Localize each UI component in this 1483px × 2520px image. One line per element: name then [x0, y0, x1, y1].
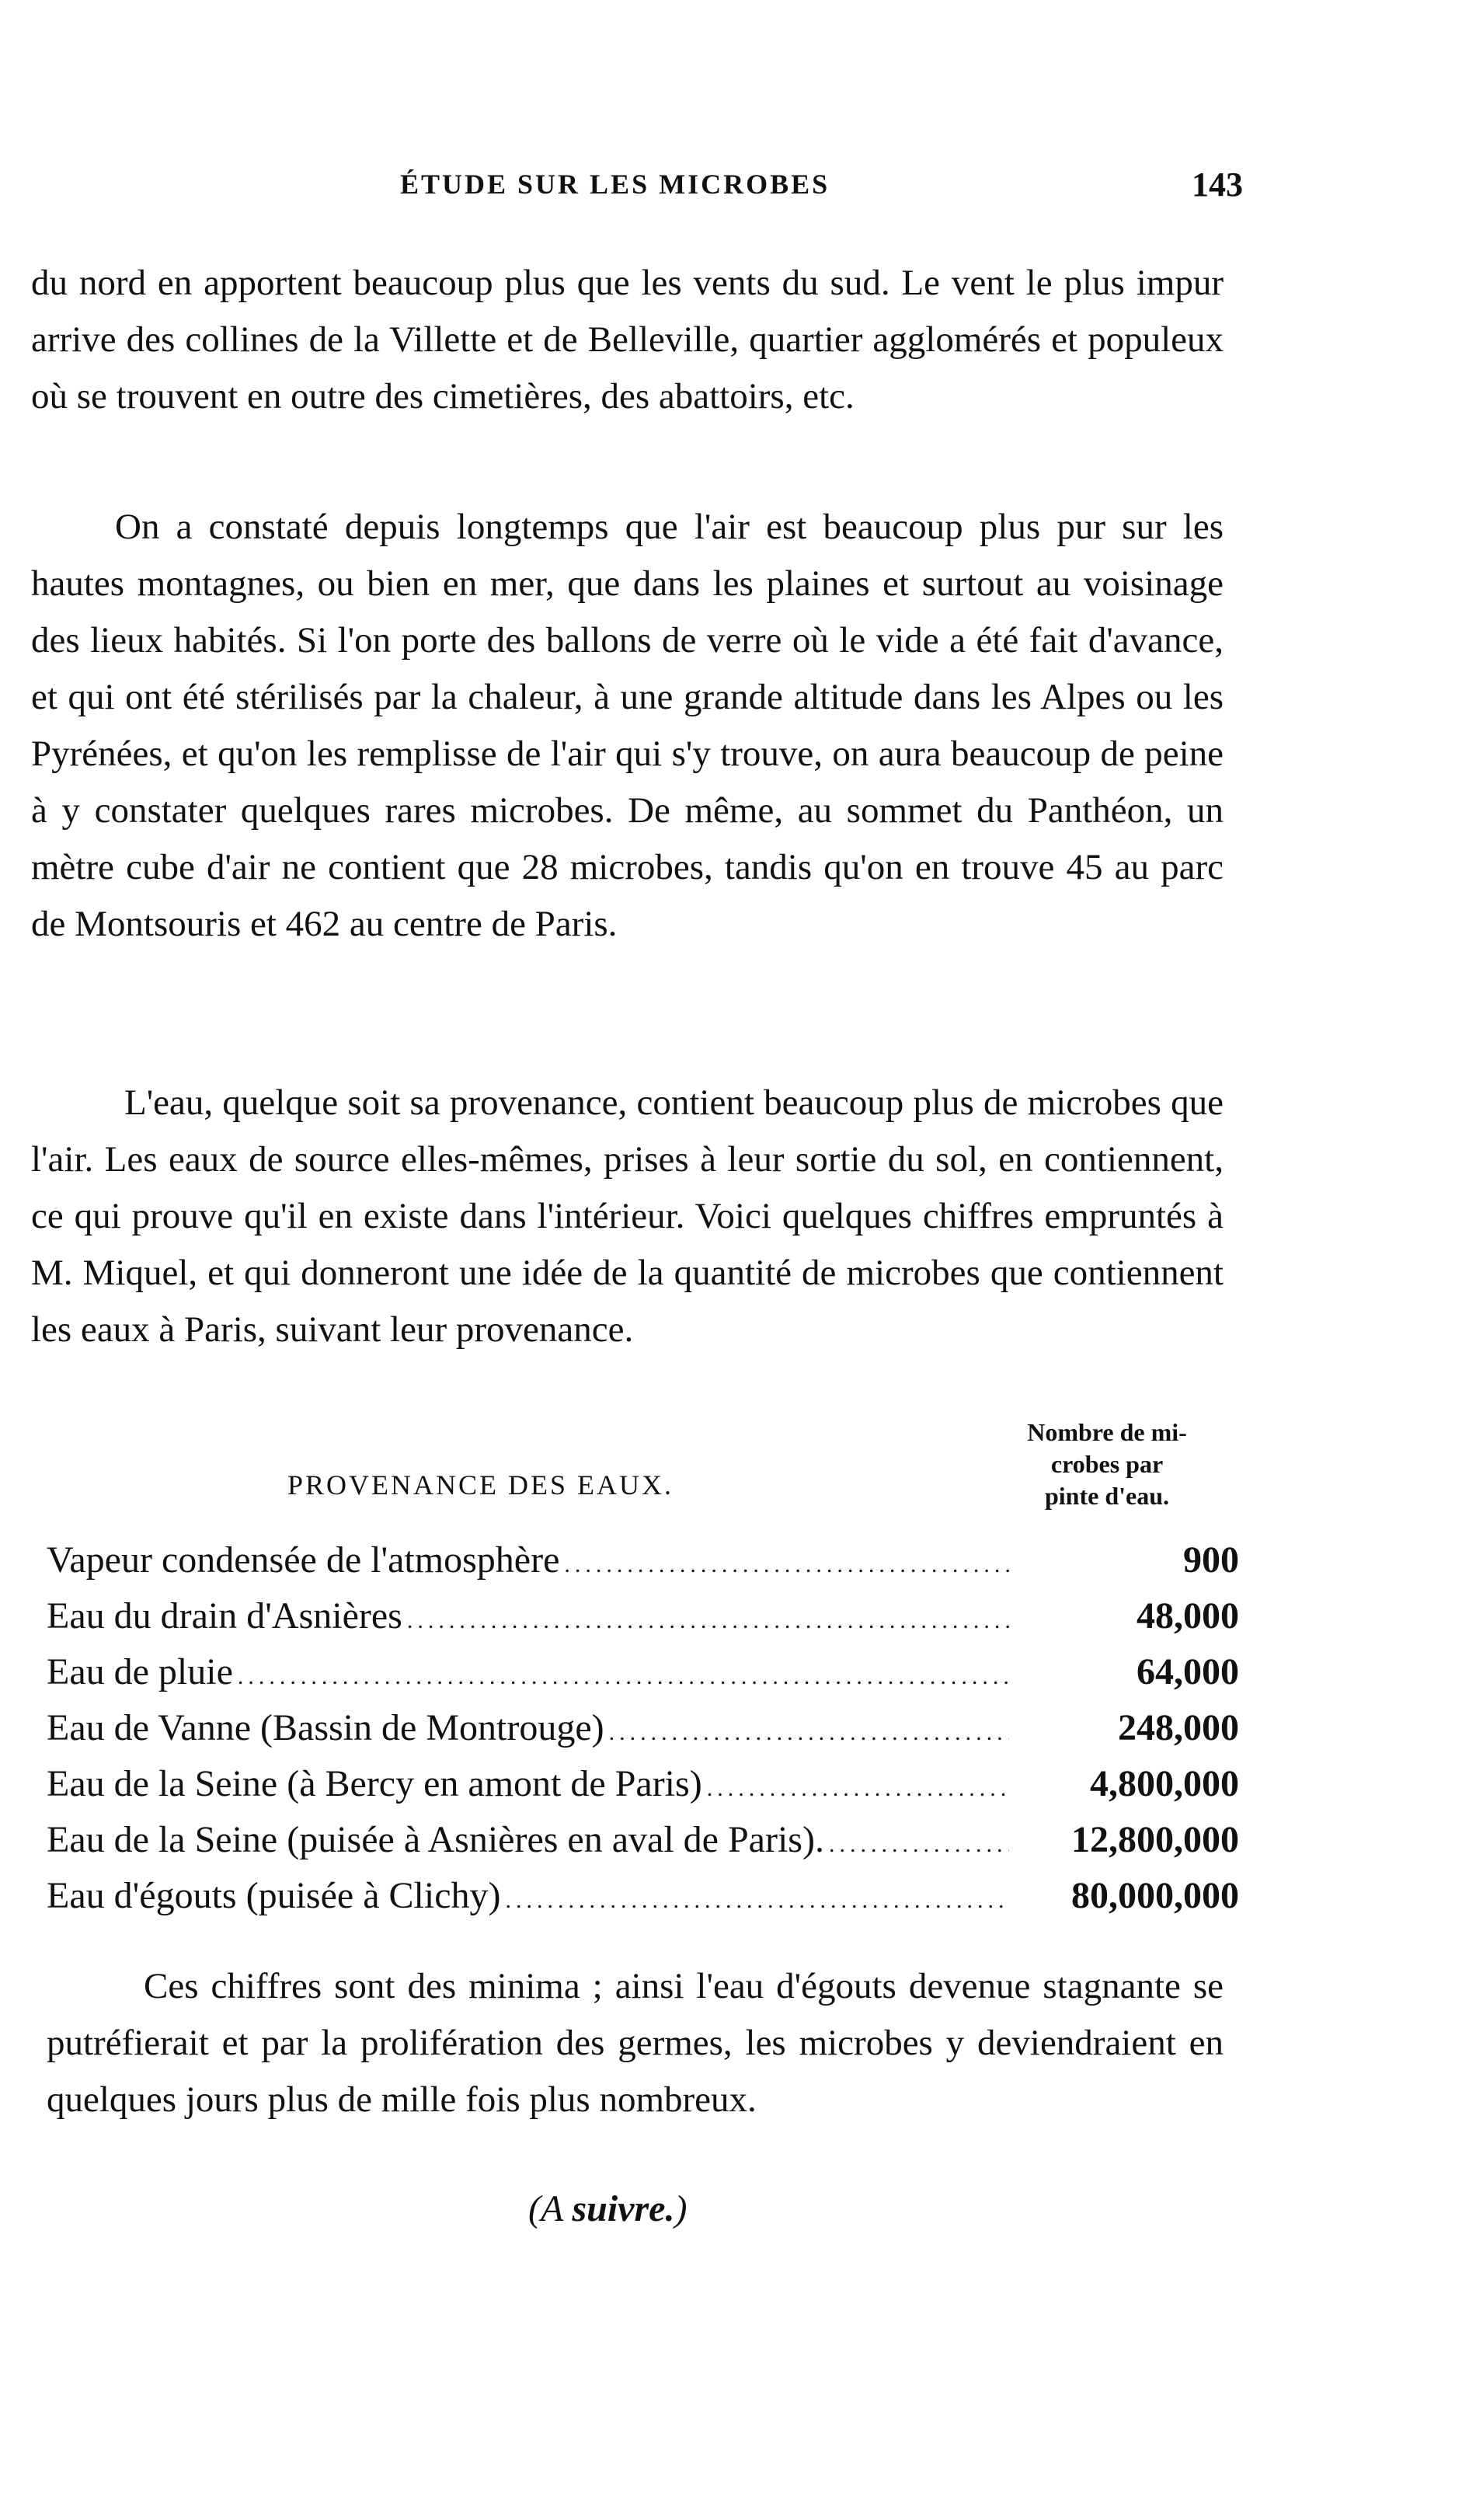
- row-label: Eau de la Seine (puisée à Asnières en aval de Paris).: [47, 1819, 824, 1860]
- dot-leader: [609, 1720, 1009, 1746]
- row-value: 80,000,000: [1071, 1875, 1239, 1916]
- row-label: Vapeur condensée de l'atmosphère: [47, 1539, 560, 1581]
- column-header-count-line: crobes par: [1050, 1450, 1164, 1478]
- row-label: Eau de la Seine (à Bercy en amont de Paris): [47, 1763, 702, 1804]
- paragraph-text: du nord en apportent beaucoup plus que les vents du sud. Le vent le plus impur arrive des collines de la Villette et de Belleville, quartier agglomérés et populeux où se trouvent en outre des cimetières, des abattoirs, etc.: [31, 263, 1224, 417]
- water-microbes-table: [47, 1539, 1239, 1930]
- table-row: [47, 1818, 1239, 1874]
- row-label: Eau d'égouts (puisée à Clichy): [47, 1875, 501, 1916]
- to-follow-word: suivre.: [572, 2188, 675, 2229]
- dot-leader: [238, 1664, 1009, 1690]
- paragraph-text: L'eau, quelque soit sa provenance, contient beaucoup plus de microbes que l'air. Les eaux de source elles-mêmes, prises à leur sortie du sol, en contiennent, ce qui prouve qu'il en existe dans l'intérieur. Voici quelques chiffres empruntés à M. Miquel, et qui donneront une idée de la quantité de microbes que contiennent les eaux à Paris, suivant leur provenance.: [31, 1082, 1224, 1350]
- dot-leader: [505, 1887, 1009, 1914]
- row-label: Eau de Vanne (Bassin de Montrouge): [47, 1707, 604, 1748]
- row-value: 4,800,000: [1090, 1763, 1239, 1804]
- row-label: Eau du drain d'Asnières: [47, 1595, 402, 1636]
- to-follow-open: (A: [528, 2188, 573, 2229]
- table-row: [47, 1874, 1239, 1930]
- paragraph-text: Ces chiffres sont des minima ; ainsi l'eau d'égouts devenue stagnante se putréfierait et par la prolifération des germes, les microbes y deviendraient en quelques jours plus de mille fois plus nombreux.: [47, 1966, 1224, 2120]
- row-value: 48,000: [1137, 1595, 1239, 1636]
- column-header-count: [975, 1417, 1239, 1512]
- row-value: 248,000: [1118, 1707, 1239, 1748]
- row-value: 12,800,000: [1071, 1819, 1239, 1860]
- paragraph-1: [31, 255, 1224, 425]
- dot-leader: [707, 1776, 1009, 1802]
- table-row: [47, 1595, 1239, 1650]
- table-row: [47, 1650, 1239, 1706]
- dot-leader: [564, 1552, 1009, 1578]
- dot-leader: [829, 1832, 1009, 1858]
- running-title: ÉTUDE SUR LES MICROBES: [400, 169, 830, 200]
- table-row: [47, 1706, 1239, 1762]
- table-row: [47, 1539, 1239, 1595]
- paragraph-text: On a constaté depuis longtemps que l'air est beaucoup plus pur sur les hautes montagnes, ou bien en mer, que dans les plaines et surtout au voisinage des lieux habités. Si l'on porte des ballons de verre où le vide a été fait d'avance, et qui ont été stérilisés par la chaleur, à une grande altitude dans les Alpes ou les Pyrénées, et qu'on les remplisse de l'air qui s'y trouve, on aura beaucoup de peine à y constater quelques rares microbes. De même, au sommet du Panthéon, un mètre cube d'air ne contient que 28 microbes, tandis qu'on en trouve 45 au parc de Montsouris et 462 au centre de Paris.: [31, 507, 1224, 944]
- paragraph-3: [31, 1075, 1224, 1358]
- column-header-count-line: Nombre de mi-: [1027, 1418, 1187, 1446]
- table-row: [47, 1762, 1239, 1818]
- row-value: 64,000: [1137, 1651, 1239, 1692]
- page-number: 143: [1192, 166, 1243, 204]
- to-follow-close: ): [674, 2188, 688, 2229]
- closing-paragraph: [47, 1958, 1224, 2128]
- row-label: Eau de pluie: [47, 1651, 233, 1692]
- to-be-continued: [528, 2187, 687, 2230]
- column-header-count-line: pinte d'eau.: [1044, 1482, 1170, 1510]
- dot-leader: [407, 1608, 1009, 1634]
- column-header-provenance: PROVENANCE DES EAUX.: [287, 1469, 674, 1500]
- table-header: [31, 1410, 1239, 1527]
- running-head: [31, 165, 1243, 211]
- row-value: 900: [1183, 1539, 1239, 1581]
- paragraph-2: [31, 499, 1224, 953]
